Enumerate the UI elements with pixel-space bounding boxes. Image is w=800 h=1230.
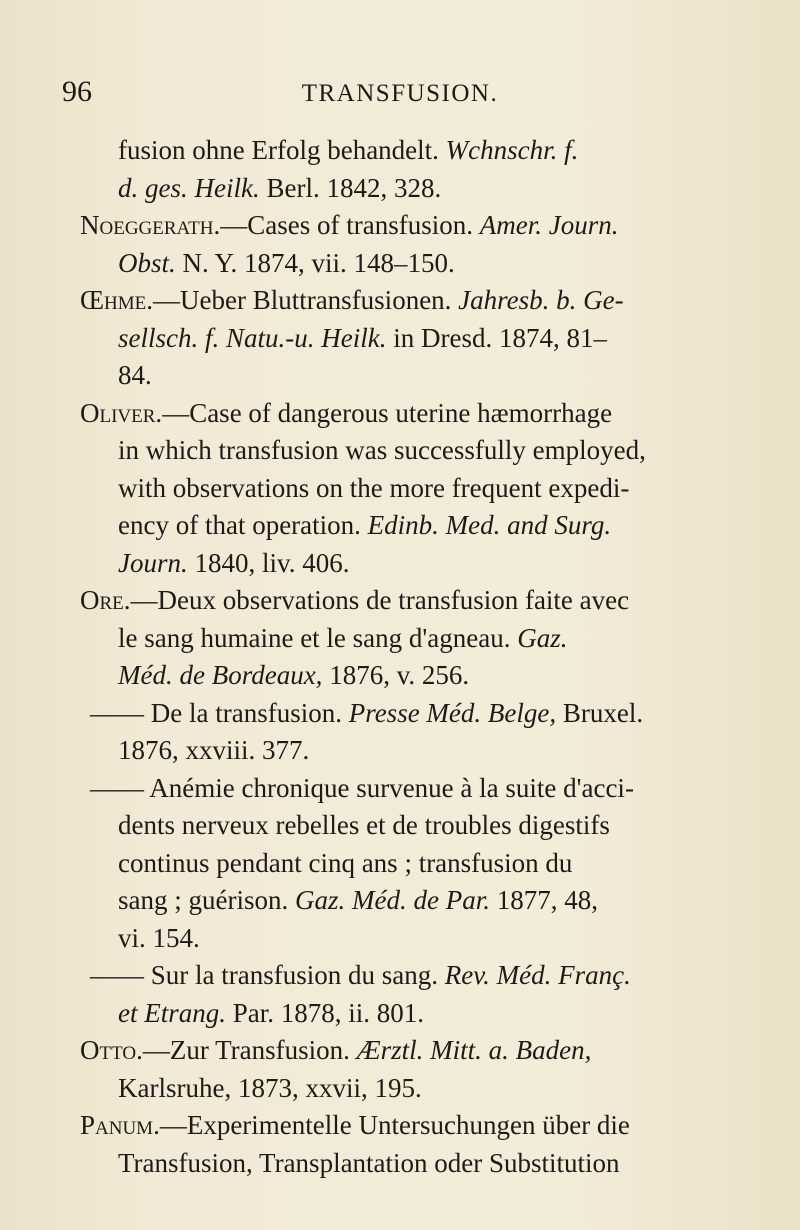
text-segment: —— Anémie chronique survenue à la suite d'acci- (90, 772, 634, 803)
text-segment: —Deux observations de transfusion faite avec (130, 585, 630, 615)
journal-title: sellsch. f. Natu.-u. Heilk. (118, 322, 387, 353)
text-segment: Bruxel. (556, 697, 644, 728)
text-segment: with observations on the more frequent expedi- (118, 472, 630, 503)
text-line (80, 1145, 760, 1183)
journal-title: Journ. (118, 547, 188, 578)
text-line (80, 207, 760, 245)
text-line (80, 470, 760, 508)
author-name: Ore. (80, 585, 131, 615)
journal-title: Méd. de Bordeaux, (118, 660, 323, 690)
journal-title: et Etrang. (118, 997, 226, 1028)
bibliography-text (80, 132, 760, 1182)
text-line (80, 957, 760, 995)
journal-title: Wchnschr. f. (445, 135, 579, 165)
page-number: 96 (62, 75, 92, 108)
text-line (80, 807, 760, 845)
author-name: Œhme. (80, 285, 153, 315)
text-line (80, 882, 760, 920)
text-line (80, 657, 760, 695)
author-name: Panum. (80, 1110, 160, 1140)
text-line (80, 245, 760, 283)
journal-title: d. ges. Heilk. (118, 172, 260, 203)
text-line (80, 132, 760, 170)
journal-title: Gaz. (517, 622, 568, 653)
journal-title: Edinb. Med. and Surg. (367, 510, 612, 540)
text-segment: —— Sur la transfusion du sang. (90, 960, 445, 990)
text-segment: fusion ohne Erfolg behandelt. (118, 135, 446, 165)
text-segment: 1876, xxviii. 377. (118, 735, 310, 765)
page-header (0, 72, 800, 112)
text-segment: Berl. 1842, 328. (259, 172, 442, 203)
text-segment: 1877, 48, (489, 885, 598, 915)
journal-title: Rev. Méd. Franç. (444, 960, 631, 990)
text-line (80, 320, 760, 358)
text-line (80, 432, 760, 470)
text-line (80, 1107, 760, 1145)
text-line (80, 620, 760, 658)
text-segment: ency of that operation. (118, 510, 368, 540)
text-segment: vi. 154. (118, 922, 200, 953)
text-segment: Par. 1878, ii. 801. (226, 997, 425, 1028)
journal-title: Obst. (118, 247, 176, 278)
text-segment: sang ; guérison. (118, 885, 295, 915)
text-segment: —— De la transfusion. (90, 697, 349, 728)
text-line (80, 170, 760, 208)
text-line (80, 1070, 760, 1108)
text-segment: 84. (118, 360, 152, 390)
text-line (80, 732, 760, 770)
text-line (80, 995, 760, 1033)
text-segment: le sang humaine et le sang d'agneau. (118, 622, 518, 653)
text-segment: —Experimentelle Untersuchungen über die (159, 1110, 630, 1140)
text-segment: 1876, v. 256. (322, 660, 470, 690)
text-line (80, 582, 760, 620)
text-segment: dents nerveux rebelles et de troubles digestifs (118, 810, 610, 840)
journal-title: Jahresb. b. Ge- (458, 285, 624, 315)
text-line (80, 1032, 760, 1070)
text-segment: continus pendant cinq ans ; transfusion du (118, 847, 573, 878)
text-segment: —Case of dangerous uterine hæmorrhage (162, 397, 613, 428)
text-segment: Transfusion, Transplantation oder Substitution (118, 1147, 620, 1178)
text-line (80, 507, 760, 545)
text-line (80, 395, 760, 433)
text-segment: Karlsruhe, 1873, xxvii, 195. (118, 1072, 422, 1103)
text-segment: —Ueber Bluttransfusionen. (152, 285, 459, 315)
running-title: TRANSFUSION. (301, 80, 499, 107)
text-line (80, 920, 760, 958)
text-segment: in Dresd. 1874, 81– (386, 322, 607, 353)
text-line (80, 545, 760, 583)
author-name: Otto. (80, 1035, 143, 1065)
journal-title: Presse Méd. Belge, (348, 697, 557, 728)
text-line (80, 845, 760, 883)
journal-title: Ærztl. Mitt. a. Baden, (356, 1035, 592, 1065)
text-line (80, 357, 760, 395)
text-line (80, 282, 760, 320)
text-segment: N. Y. 1874, vii. 148–150. (175, 247, 455, 278)
text-segment: 1840, liv. 406. (187, 547, 350, 578)
author-name: Noeggerath. (80, 210, 221, 240)
text-segment: —Zur Transfusion. (142, 1035, 357, 1065)
text-segment: —Cases of transfusion. (220, 210, 480, 240)
journal-title: Gaz. Méd. de Par. (294, 885, 490, 915)
author-name: Oliver. (80, 397, 163, 428)
text-line (80, 770, 760, 808)
text-line (80, 695, 760, 733)
text-segment: in which transfusion was successfully employed, (118, 435, 646, 465)
journal-title: Amer. Journ. (479, 210, 619, 240)
